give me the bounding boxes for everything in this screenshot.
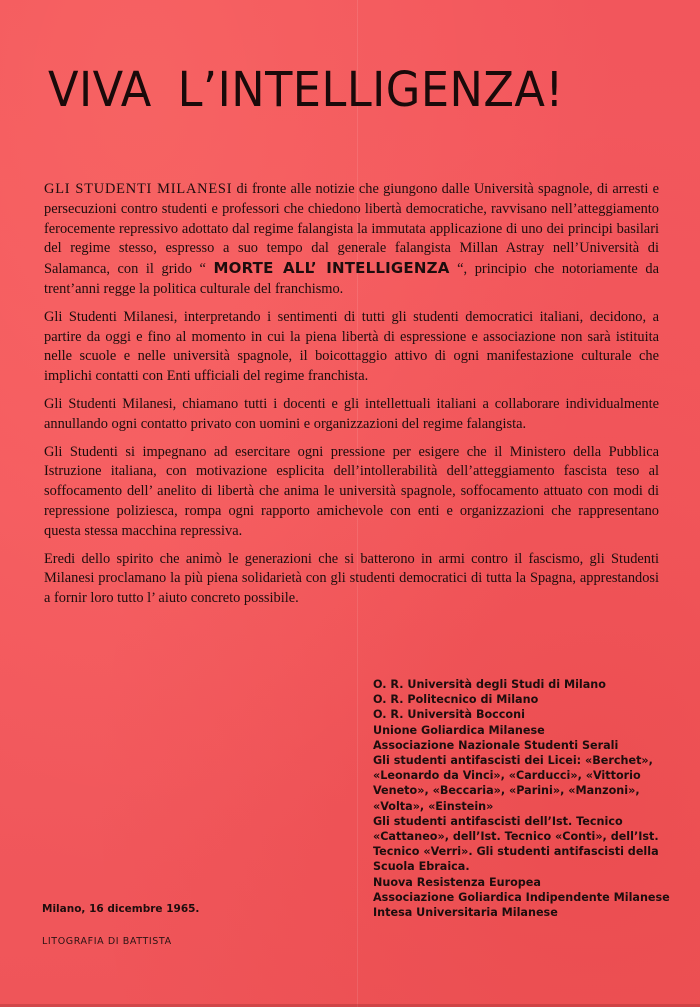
signatory: Nuova Resistenza Europea [373,875,541,889]
signatory: Gli studenti antifascisti dell’Ist. Tecnico «Cattaneo», dell’Ist. Tecnico «Conti», dell’Ist. Tecnico «Verri». Gli studenti antifascisti della Scuola Ebraica. [373,814,659,874]
signatories-list [373,677,673,920]
poster-title: VIVA L’INTELLIGENZA! [48,62,564,118]
signatory: O. R. Università Bocconi [373,708,525,722]
paragraph-1-text-end: “, principio che notoriamente da trent’anni regge la politica culturale del franchismo. [44,261,660,297]
signatory: Intesa Universitaria Milanese [373,906,558,920]
paragraph-3: Gli Studenti Milanesi, chiamano tutti i docenti e gli intellettuali italiani a collaborare individualmente annullando ogni contatto privato con uomini e organizzazioni del regime falangista. [44,395,659,432]
printer-credit: LITOGRAFIA DI BATTISTA [42,936,172,947]
signatory: Gli studenti antifascisti dei Licei: «Berchet», «Leonardo da Vinci», «Carducci», «Vittorio Veneto», «Beccaria», «Parini», «Manzoni», «Volta», «Einstein» [373,754,653,813]
date-line: Milano, 16 dicembre 1965. [42,903,200,915]
paragraph-2: Gli Studenti Milanesi, interpretando i sentimenti di tutti gli studenti democratici italiani, decidono, a partire da oggi e fino al momento in cui la piena libertà di espressione e associazione non sarà istituita nelle scuole e nelle università spagnole, il boicottaggio attivo di ogni manifestazione culturale che implichi contatti con Enti ufficiali del regime franchista. [44,308,659,385]
signatory: O. R. Università degli Studi di Milano [373,678,606,691]
manifesto-body [44,180,659,617]
paragraph-1-lead: GLI STUDENTI MILANESI [44,181,233,197]
signatory: Associazione Nazionale Studenti Serali [373,738,619,752]
paragraph-1-text: di fronte alle notizie che giungono dalle Università spagnole, di arresti e persecuzioni contro studenti e professori che chiedono libertà democratiche, ravvisano nell’atteggiamento ferocemente repressivo adottato dal regime falangista la immutata applicazione di uno dei principi basilari del regime stesso, espresso a suo tempo dal generale falangista Millan Astray nell’Università di Salamanca, con il grido “ [44,181,659,278]
signatory: O. R. Politecnico di Milano [373,693,539,707]
paragraph-1 [44,180,659,300]
slogan-morte-all-intelligenza: MORTE ALL’ INTELLIGENZA [213,259,450,278]
paragraph-5: Eredi dello spirito che animò le generazioni che si batterono in armi contro il fascismo, gli Studenti Milanesi proclamano la più piena solidarietà con gli studenti democratici di tutta la Spagna, apprestandosi a fornir loro tutto l’ aiuto concreto possibile. [44,550,659,607]
paragraph-4: Gli Studenti si impegnano ad esercitare ogni pressione per esigere che il Ministero della Pubblica Istruzione italiana, con motivazione esplicita dell’intollerabilità dell’atteggiamento fascista teso al soffocamento dell’ anelito di libertà che anima le università spagnole, soffocamento attuato con modi di repressione poliziesca, rompa ogni rapporto amichevole con enti e organizzazioni che rappresentano questa stessa macchina repressiva. [44,443,659,539]
signatory: Associazione Goliardica Indipendente Milanese [373,890,670,904]
signatory: Unione Goliardica Milanese [373,723,545,737]
